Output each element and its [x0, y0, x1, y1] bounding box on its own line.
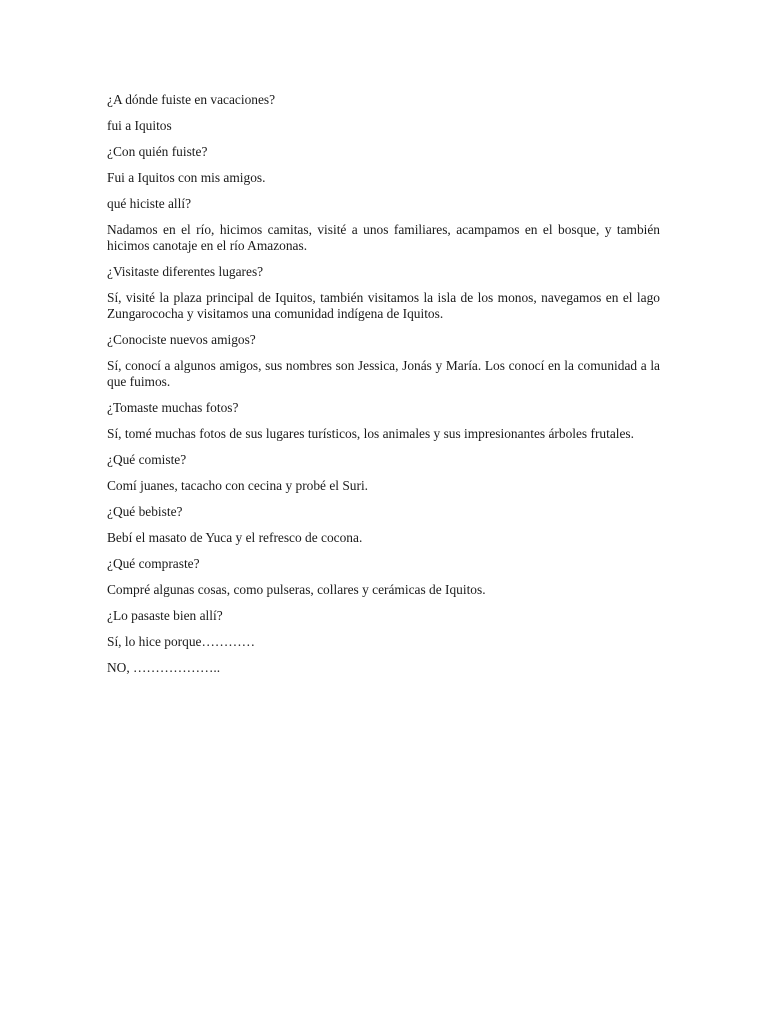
answer-new-friends: Sí, conocí a algunos amigos, sus nombres son Jessica, Jonás y María. Los conocí en la comunidad a la que fuimos.	[107, 358, 660, 389]
answer-photos: Sí, tomé muchas fotos de sus lugares turísticos, los animales y sus impresionantes árboles frutales.	[107, 426, 634, 441]
answer-no-fill-in: NO, ………………..	[107, 660, 221, 675]
answer-food: Comí juanes, tacacho con cecina y probé el Suri.	[107, 478, 369, 493]
question-companions: ¿Con quién fuiste?	[107, 144, 208, 159]
answer-companions: Fui a Iquitos con mis amigos.	[107, 170, 266, 185]
answer-activities: Nadamos en el río, hicimos camitas, visité a unos familiares, acampamos en el bosque, y también hicimos canotaje en el río Amazonas.	[107, 222, 660, 253]
answer-yes-fill-in: Sí, lo hice porque…………	[107, 634, 256, 649]
answer-purchases: Compré algunas cosas, como pulseras, collares y cerámicas de Iquitos.	[107, 582, 486, 597]
question-good-time: ¿Lo pasaste bien allí?	[107, 608, 223, 623]
question-purchases: ¿Qué compraste?	[107, 556, 200, 571]
question-drinks: ¿Qué bebiste?	[107, 504, 183, 519]
answer-vacation-destination: fui a Iquitos	[107, 118, 172, 133]
question-places-visited: ¿Visitaste diferentes lugares?	[107, 264, 264, 279]
question-photos: ¿Tomaste muchas fotos?	[107, 400, 239, 415]
question-vacation-destination: ¿A dónde fuiste en vacaciones?	[107, 92, 276, 107]
document-page	[107, 92, 660, 686]
question-new-friends: ¿Conociste nuevos amigos?	[107, 332, 256, 347]
question-activities: qué hiciste allí?	[107, 196, 192, 211]
answer-drinks: Bebí el masato de Yuca y el refresco de cocona.	[107, 530, 363, 545]
answer-places-visited: Sí, visité la plaza principal de Iquitos, también visitamos la isla de los monos, navegamos en el lago Zungarococha y visitamos una comunidad indígena de Iquitos.	[107, 290, 660, 321]
question-food: ¿Qué comiste?	[107, 452, 187, 467]
